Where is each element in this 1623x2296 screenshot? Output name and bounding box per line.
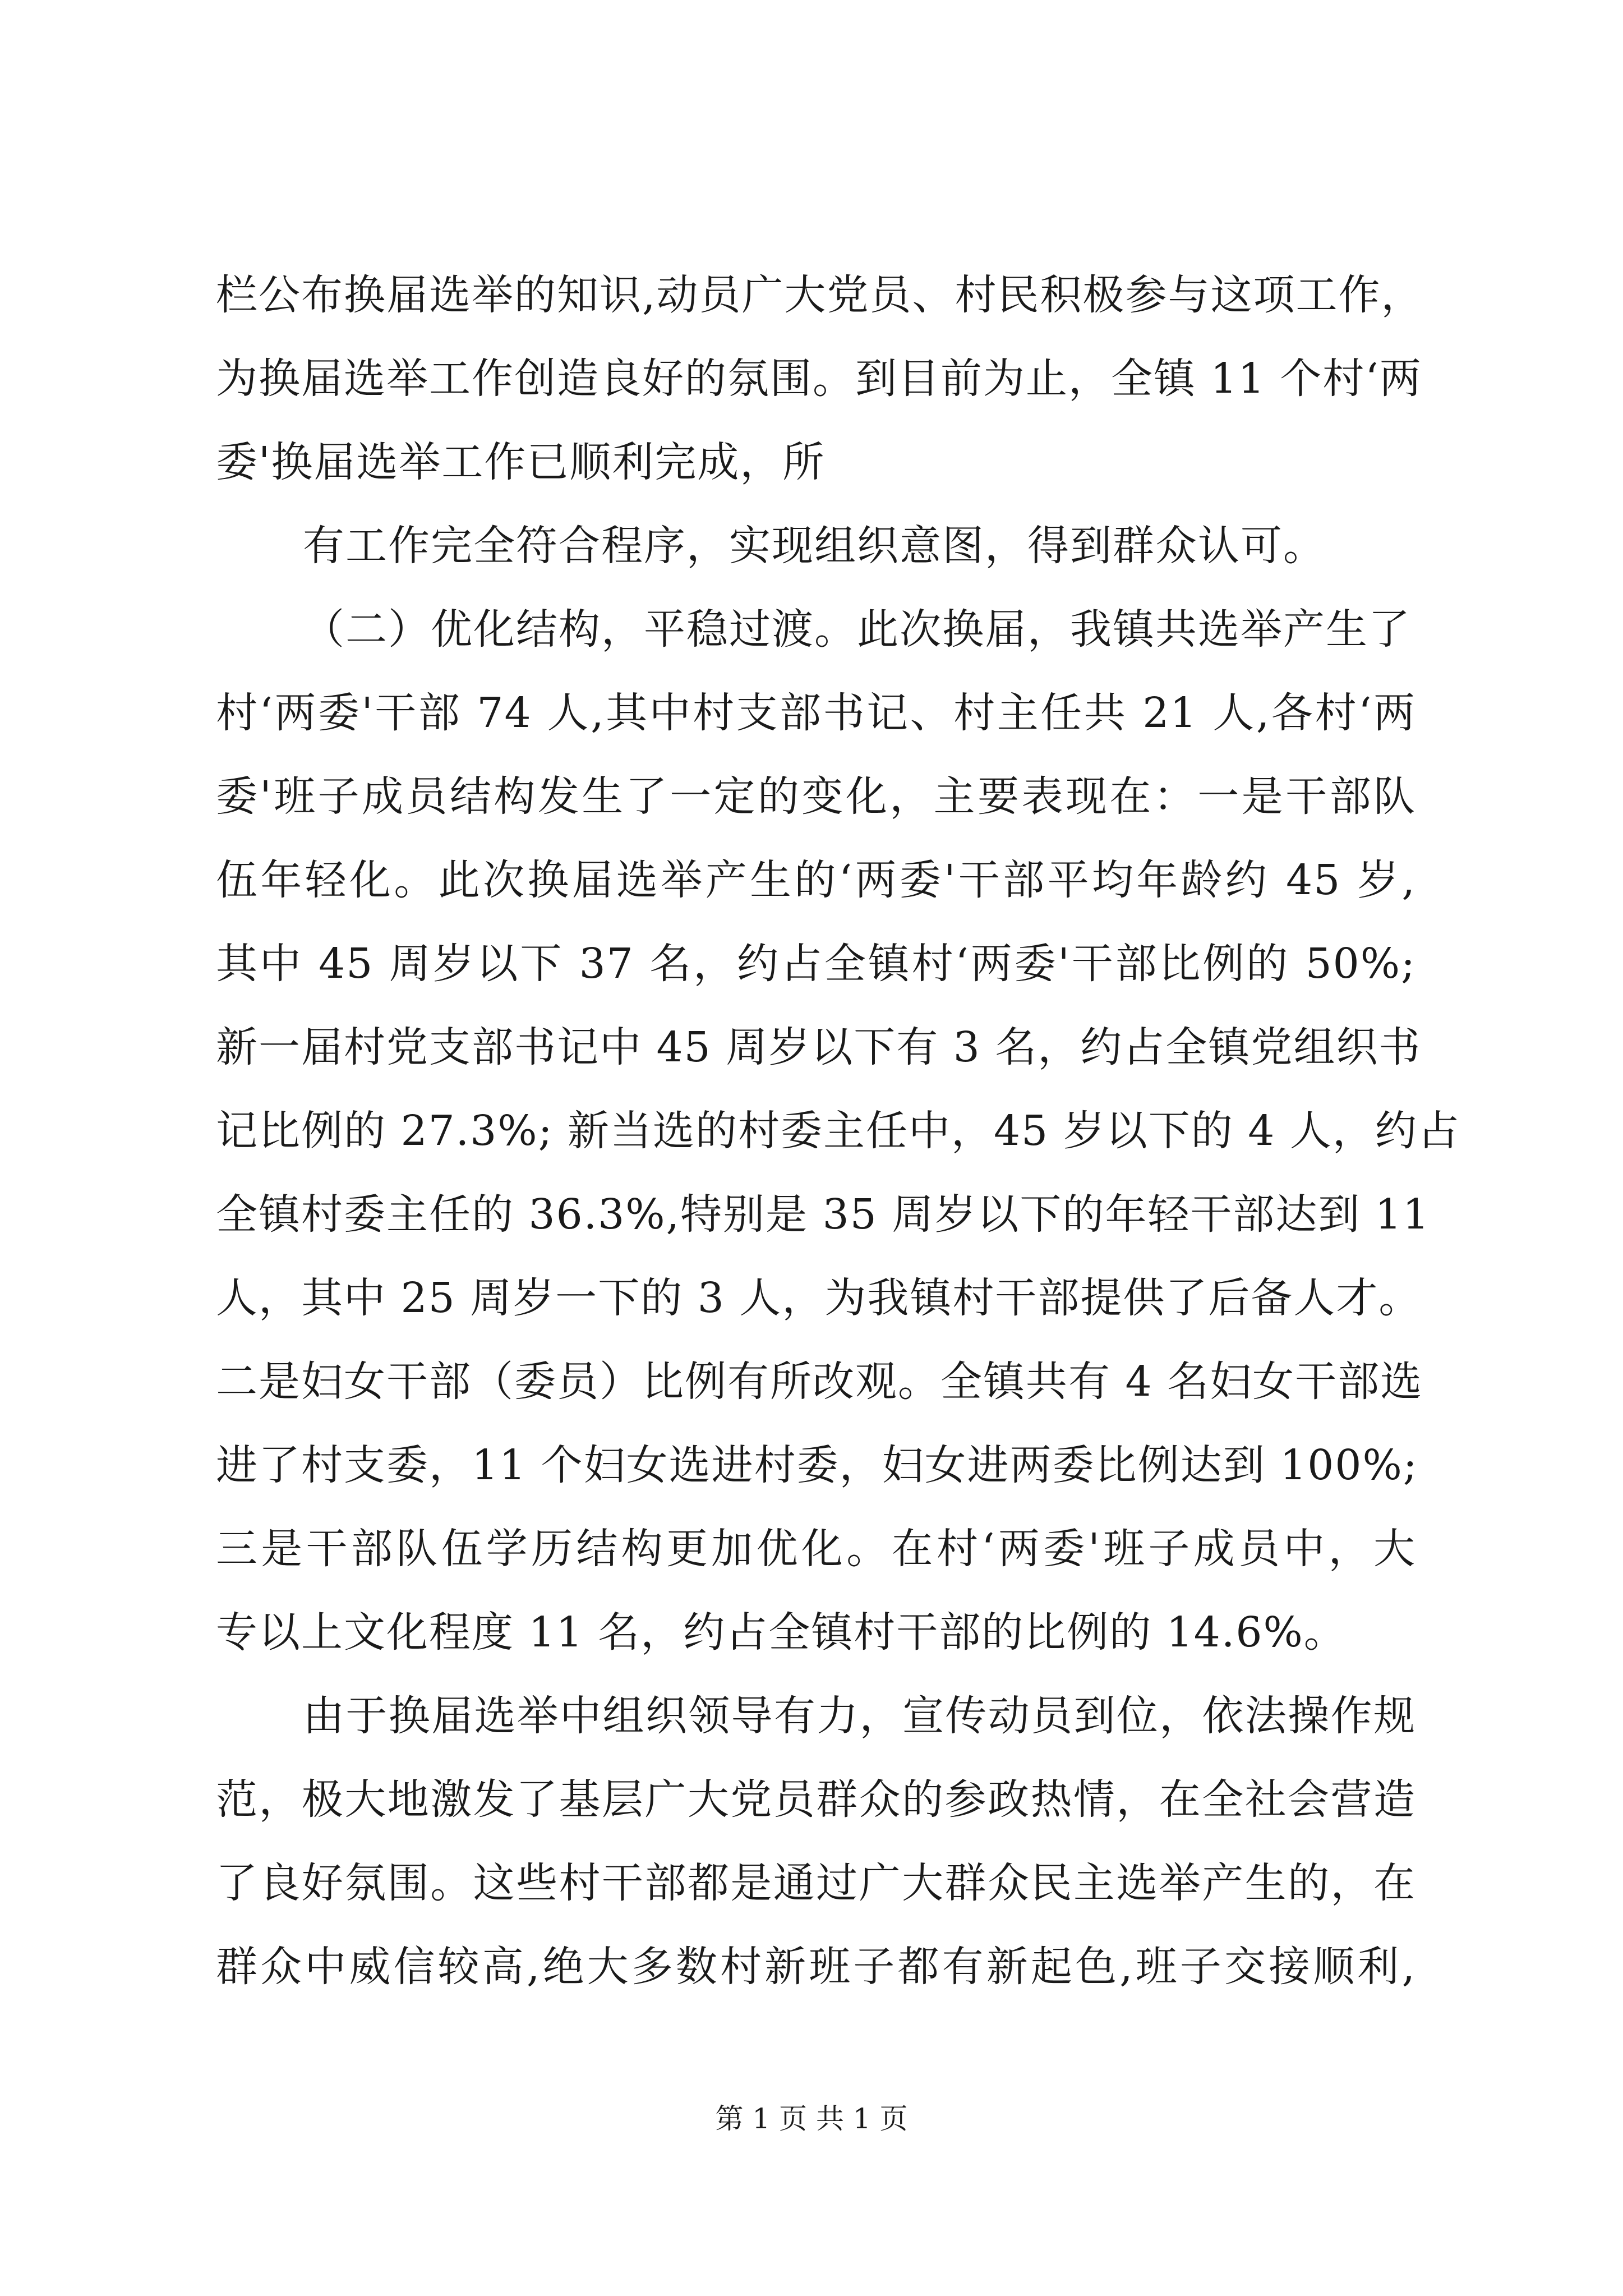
text-line-5: （二）优化结构，平稳过渡。此次换届，我镇共选举产生了: [303, 605, 1411, 654]
text-line-11: 记比例的 27.3%; 新当选的村委主任中，45 岁以下的 4 人，约占: [216, 1107, 1460, 1155]
text-line-21: 群众中威信较高,绝大多数村新班子都有新起色,班子交接顺利,: [216, 1943, 1416, 1991]
text-line-7: 委'班子成员结构发生了一定的变化，主要表现在：一是干部队: [216, 772, 1416, 821]
text-line-1: 栏公布换届选举的知识,动员广大党员、村民积极参与这项工作，: [216, 271, 1424, 319]
text-line-8: 伍年轻化。此次换届选举产生的‘两委'干部平均年龄约 45 岁,: [216, 856, 1416, 904]
text-line-13: 人，其中 25 周岁一下的 3 人，为我镇村干部提供了后备人才。: [216, 1274, 1422, 1322]
text-line-18: 由于换届选举中组织领导有力，宣传动员到位，依法操作规: [303, 1692, 1416, 1740]
text-line-3: 委'换届选举工作已顺利完成，所: [216, 438, 826, 486]
text-line-2: 为换届选举工作创造良好的氛围。到目前为止，全镇 11 个村‘两: [216, 355, 1422, 403]
text-line-16: 三是干部队伍学历结构更加优化。在村‘两委'班子成员中，大: [216, 1525, 1416, 1573]
text-line-10: 新一届村党支部书记中 45 周岁以下有 3 名，约占全镇党组织书: [216, 1023, 1422, 1071]
text-line-12: 全镇村委主任的 36.3%,特别是 35 周岁以下的年轻干部达到 11: [216, 1190, 1431, 1239]
text-line-15: 进了村支委，11 个妇女选进村委，妇女进两委比例达到 100%;: [216, 1441, 1418, 1489]
text-line-6: 村‘两委'干部 74 人,其中村支部书记、村主任共 21 人,各村‘两: [216, 689, 1416, 737]
text-line-9: 其中 45 周岁以下 37 名，约占全镇村‘两委'干部比例的 50%;: [216, 940, 1416, 988]
text-line-20: 了良好氛围。这些村干部都是通过广大群众民主选举产生的，在: [216, 1859, 1416, 1907]
text-line-4: 有工作完全符合程序，实现组织意图，得到群众认可。: [303, 522, 1326, 570]
page-number-footer: 第 1 页 共 1 页: [715, 2102, 908, 2135]
text-line-19: 范，极大地激发了基层广大党员群众的参政热情，在全社会营造: [216, 1775, 1416, 1824]
text-line-17: 专以上文化程度 11 名，约占全镇村干部的比例的 14.6%。: [216, 1608, 1347, 1657]
text-line-14: 二是妇女干部（委员）比例有所改观。全镇共有 4 名妇女干部选: [216, 1358, 1423, 1406]
